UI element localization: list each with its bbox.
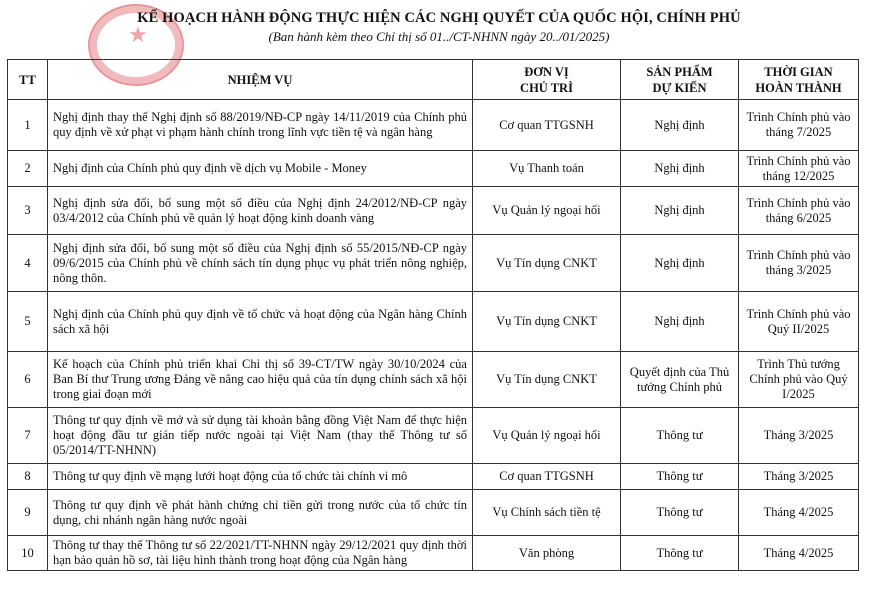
- header-time: [739, 60, 859, 100]
- product-cell: Thông tư: [621, 464, 739, 490]
- unit-cell: Vụ Chính sách tiền tệ: [473, 490, 621, 536]
- table-row: [8, 187, 859, 235]
- table-row: [8, 490, 859, 536]
- header-product: [621, 60, 739, 100]
- task-cell: Nghị định sửa đổi, bổ sung một số điều của Nghị định 24/2012/NĐ-CP ngày 03/4/2012 của Chính phủ về quản lý hoạt động kinh doanh vàng: [48, 187, 473, 235]
- table-row: [8, 235, 859, 292]
- unit-cell: Vụ Quản lý ngoại hối: [473, 408, 621, 464]
- action-plan-table: [7, 59, 859, 571]
- header-task: NHIỆM VỤ: [48, 60, 473, 100]
- table-row: [8, 100, 859, 151]
- time-cell: Tháng 3/2025: [739, 408, 859, 464]
- document-title: KẾ HOẠCH HÀNH ĐỘNG THỰC HIỆN CÁC NGHỊ QUYẾT CỦA QUỐC HỘI, CHÍNH PHỦ: [137, 10, 741, 26]
- unit-cell: Vụ Quản lý ngoại hối: [473, 187, 621, 235]
- header-time-line2: HOÀN THÀNH: [755, 80, 842, 95]
- header-time-line1: THỜI GIAN: [764, 64, 833, 79]
- task-cell: Thông tư thay thế Thông tư số 22/2021/TT-NHNN ngày 29/12/2021 quy định thời hạn bảo quản hồ sơ, tài liệu hình thành trong hoạt động của Ngân hàng: [48, 536, 473, 571]
- unit-cell: Cơ quan TTGSNH: [473, 100, 621, 151]
- task-cell: Thông tư quy định về mạng lưới hoạt động của tổ chức tài chính vi mô: [48, 464, 473, 490]
- unit-cell: Vụ Thanh toán: [473, 151, 621, 187]
- product-cell: Nghị định: [621, 235, 739, 292]
- header-tt: TT: [8, 60, 48, 100]
- product-cell: Nghị định: [621, 187, 739, 235]
- header-unit-line1: ĐƠN VỊ: [524, 64, 569, 79]
- table-row: [8, 352, 859, 408]
- product-cell: Nghị định: [621, 292, 739, 352]
- header-unit-line2: CHỦ TRÌ: [520, 80, 573, 95]
- task-cell: Nghị định của Chính phủ quy định về tổ chức và hoạt động của Ngân hàng Chính sách xã hội: [48, 292, 473, 352]
- time-cell: Trình Chính phủ vào Quý II/2025: [739, 292, 859, 352]
- stamp-star-icon: ★: [128, 22, 148, 47]
- time-cell: Tháng 3/2025: [739, 464, 859, 490]
- row-number: 1: [8, 100, 48, 151]
- table-header-row: [8, 60, 859, 100]
- row-number: 3: [8, 187, 48, 235]
- task-cell: Nghị định sửa đổi, bổ sung một số điều của Nghị định số 55/2015/NĐ-CP ngày 09/6/2015 của Chính phủ về chính sách tín dụng phục vụ phát triển nông nghiệp, nông thôn.: [48, 235, 473, 292]
- task-cell: Nghị định thay thế Nghị định số 88/2019/NĐ-CP ngày 14/11/2019 của Chính phủ quy định về xử phạt vi phạm hành chính trong lĩnh vực tiền tệ và ngân hàng: [48, 100, 473, 151]
- row-number: 4: [8, 235, 48, 292]
- unit-cell: Vụ Tín dụng CNKT: [473, 352, 621, 408]
- task-cell: Kế hoạch của Chính phủ triển khai Chỉ thị số 39-CT/TW ngày 30/10/2024 của Ban Bí thư Trung ương Đảng về nâng cao hiệu quả của tín dụng chính sách xã hội trong giai đoạn mới: [48, 352, 473, 408]
- row-number: 7: [8, 408, 48, 464]
- time-cell: Trình Chính phủ vào tháng 6/2025: [739, 187, 859, 235]
- product-cell: Thông tư: [621, 536, 739, 571]
- header-product-line2: DỰ KIẾN: [652, 80, 707, 95]
- time-cell: Tháng 4/2025: [739, 490, 859, 536]
- header-unit: [473, 60, 621, 100]
- table-row: [8, 464, 859, 490]
- row-number: 8: [8, 464, 48, 490]
- product-cell: Thông tư: [621, 490, 739, 536]
- time-cell: Trình Chính phủ vào tháng 7/2025: [739, 100, 859, 151]
- row-number: 9: [8, 490, 48, 536]
- task-cell: Thông tư quy định về mở và sử dụng tài khoản bằng đồng Việt Nam để thực hiện hoạt động đầu tư gián tiếp nước ngoài tại Việt Nam (thay thế Thông tư số 05/2014/TT-NHNN): [48, 408, 473, 464]
- time-cell: Trình Thủ tướng Chính phủ vào Quý I/2025: [739, 352, 859, 408]
- table-row: [8, 536, 859, 571]
- row-number: 6: [8, 352, 48, 408]
- time-cell: Trình Chính phủ vào tháng 12/2025: [739, 151, 859, 187]
- product-cell: Quyết định của Thủ tướng Chính phủ: [621, 352, 739, 408]
- row-number: 5: [8, 292, 48, 352]
- table-row: [8, 408, 859, 464]
- unit-cell: Cơ quan TTGSNH: [473, 464, 621, 490]
- product-cell: Nghị định: [621, 100, 739, 151]
- document-subtitle: (Ban hành kèm theo Chỉ thị số 01../CT-NHNN ngày 20../01/2025): [268, 29, 610, 44]
- row-number: 2: [8, 151, 48, 187]
- unit-cell: Vụ Tín dụng CNKT: [473, 292, 621, 352]
- time-cell: Tháng 4/2025: [739, 536, 859, 571]
- unit-cell: Văn phòng: [473, 536, 621, 571]
- header-product-line1: SẢN PHẨM: [646, 64, 713, 79]
- table-row: [8, 151, 859, 187]
- row-number: 10: [8, 536, 48, 571]
- unit-cell: Vụ Tín dụng CNKT: [473, 235, 621, 292]
- time-cell: Trình Chính phủ vào tháng 3/2025: [739, 235, 859, 292]
- product-cell: Thông tư: [621, 408, 739, 464]
- table-row: [8, 292, 859, 352]
- task-cell: Nghị định của Chính phủ quy định về dịch vụ Mobile - Money: [48, 151, 473, 187]
- product-cell: Nghị định: [621, 151, 739, 187]
- task-cell: Thông tư quy định về phát hành chứng chỉ tiền gửi trong nước của tổ chức tín dụng, chi nhánh ngân hàng nước ngoài: [48, 490, 473, 536]
